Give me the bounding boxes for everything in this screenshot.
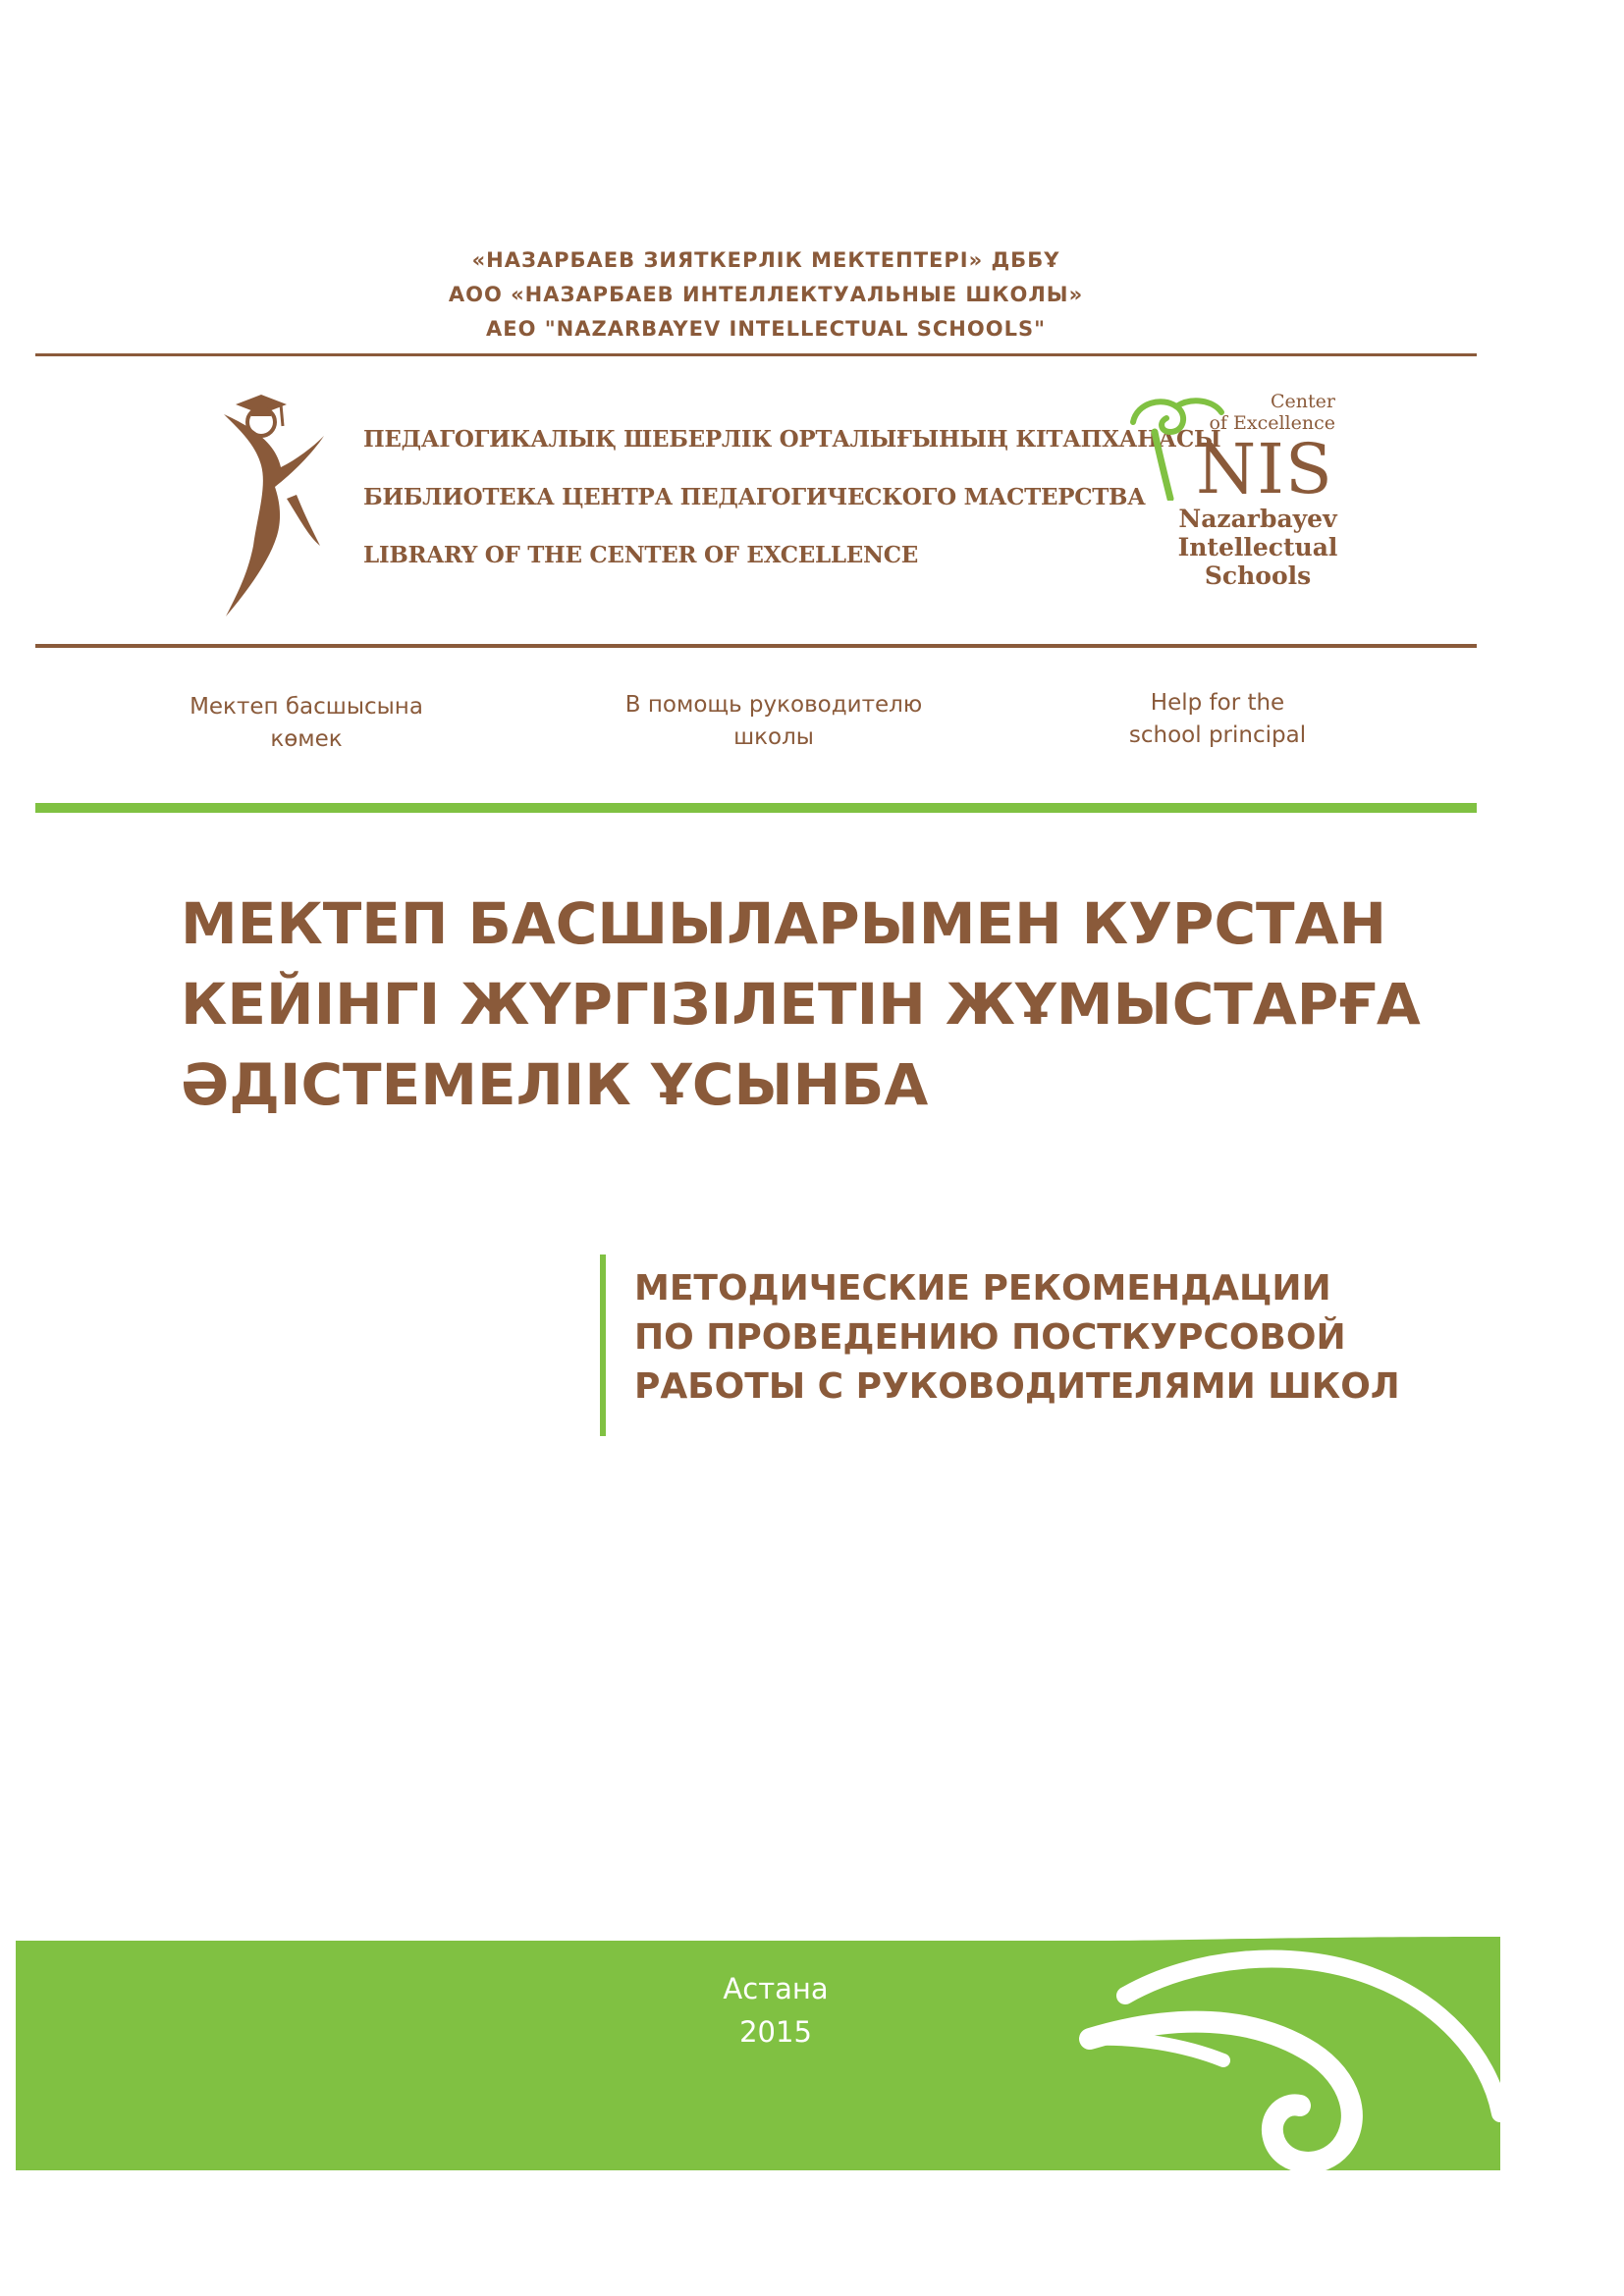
title-kz-line2: КЕЙІНГІ ЖҮРГІЗІЛЕТІН ЖҰМЫСТАРҒА bbox=[181, 971, 1421, 1038]
subtitle-ru-line1: МЕТОДИЧЕСКИЕ РЕКОМЕНДАЦИИ bbox=[634, 1268, 1331, 1308]
subtitle-ru-line3: РАБОТЫ С РУКОВОДИТЕЛЯМИ ШКОЛ bbox=[634, 1366, 1400, 1407]
center-of-excellence-logo-icon bbox=[218, 389, 336, 618]
library-title-kz: ПЕДАГОГИКАЛЫҚ ШЕБЕРЛІК ОРТАЛЫҒЫНЫҢ КІТАПХАНАСЫ bbox=[363, 426, 1221, 453]
series-label-kz bbox=[130, 691, 483, 756]
subtitle-ru-line2: ПО ПРОВЕДЕНИЮ ПОСТКУРСОВОЙ bbox=[634, 1317, 1346, 1358]
series-label-en bbox=[1041, 687, 1394, 752]
library-title-ru: БИБЛИОТЕКА ЦЕНТРА ПЕДАГОГИЧЕСКОГО МАСТЕРСТВА bbox=[363, 484, 1146, 510]
series-kz-line1: Мектеп басшысына bbox=[189, 694, 423, 720]
series-label-ru bbox=[597, 689, 950, 754]
publication-city: Астана bbox=[723, 1972, 829, 2005]
organization-header bbox=[0, 243, 1532, 347]
nis-center-label: Center bbox=[1271, 391, 1335, 412]
org-line-ru: АОО «НАЗАРБАЕВ ИНТЕЛЛЕКТУАЛЬНЫЕ ШКОЛЫ» bbox=[448, 283, 1084, 306]
middle-divider bbox=[35, 644, 1477, 648]
publication-year: 2015 bbox=[739, 2015, 812, 2049]
org-line-en: AEO "NAZARBAYEV INTELLECTUAL SCHOOLS" bbox=[485, 317, 1047, 341]
nis-name-line2: Intellectual bbox=[1177, 533, 1338, 561]
series-en-line1: Help for the bbox=[1150, 690, 1285, 716]
title-kz-line1: МЕКТЕП БАСШЫЛАРЫМЕН КУРСТАН bbox=[181, 890, 1386, 957]
series-kz-line2: көмек bbox=[270, 726, 343, 752]
library-title-en: LIBRARY OF THE CENTER OF EXCELLENCE bbox=[363, 542, 918, 568]
series-ru-line2: школы bbox=[733, 724, 814, 750]
nis-logo bbox=[1119, 391, 1338, 597]
top-divider bbox=[35, 353, 1477, 356]
subtitle-ru bbox=[634, 1264, 1518, 1412]
nis-excellence-label: of Excellence bbox=[1209, 412, 1335, 434]
series-ru-line1: В помощь руководителю bbox=[624, 692, 923, 718]
series-en-line2: school principal bbox=[1128, 722, 1307, 748]
nis-name-line3: Schools bbox=[1204, 561, 1312, 590]
nis-name-line1: Nazarbayev bbox=[1178, 505, 1337, 533]
green-divider bbox=[35, 803, 1477, 813]
title-kz-line3: ӘДІСТЕМЕЛІК ҰСЫНБА bbox=[181, 1051, 929, 1118]
org-line-kz: «НАЗАРБАЕВ ЗИЯТКЕРЛІК МЕКТЕПТЕРІ» ДББҰ bbox=[471, 248, 1060, 272]
nis-mark: NIS bbox=[1196, 429, 1333, 509]
subtitle-accent-bar bbox=[600, 1255, 606, 1436]
main-title-kz bbox=[181, 883, 1457, 1125]
